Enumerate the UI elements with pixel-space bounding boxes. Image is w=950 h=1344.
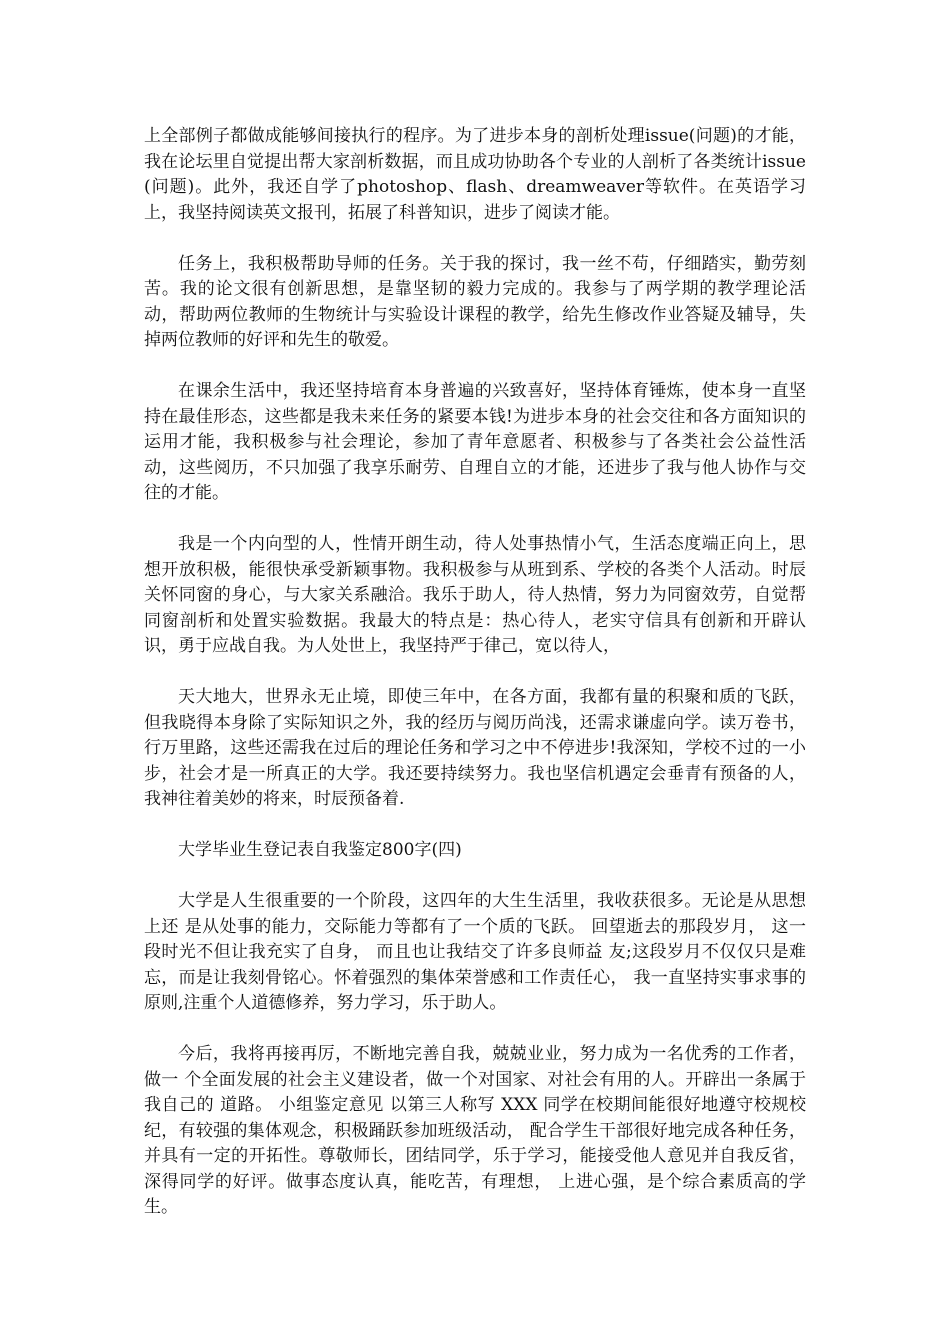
paragraph: 大学是人生很重要的一个阶段，这四年的大生生活里，我收获很多。无论是从思想上还 是从处事的能力，交际能力等都有了一个质的飞跃。 回望逝去的那段岁月， 这一段时光不但让我充实了自身， 而且也让我结交了许多良师益 友;这段岁月不仅仅只是难忘，而是让我刻骨铭心。怀着强烈的集体荣誉感和工作责任心， 我一直坚持实事求事的原则,注重个人道德修养，努力学习，乐于助人。 [144, 891, 806, 1013]
paragraph: 任务上，我积极帮助导师的任务。关于我的探讨，我一丝不苟，仔细踏实，勤劳刻苦。我的论文很有创新思想，是靠坚韧的毅力完成的。我参与了两学期的教学理论活动，帮助两位教师的生物统计与实验设计课程的教学，给先生修改作业答疑及辅导，失掉两位教师的好评和先生的敬爱。 [144, 253, 806, 350]
paragraph: 天大地大，世界永无止境，即使三年中，在各方面，我都有量的积聚和质的飞跃，但我晓得本身除了实际知识之外，我的经历与阅历尚浅，还需求谦虚向学。读万卷书，行万里路，这些还需我在过后的理论任务和学习之中不停进步!我深知，学校不过的一小步，社会才是一所真正的大学。我还要持续努力。我也坚信机遇定会垂青有预备的人，我神往着美妙的将来，时辰预备着. [144, 687, 806, 809]
paragraph: 今后，我将再接再厉，不断地完善自我，兢兢业业，努力成为一名优秀的工作者，做一 个全面发展的社会主义建设者，做一个对国家、对社会有用的人。开辟出一条属于我自己的 道路。 小组鉴定意见 以第三人称写 XXX 同学在校期间能很好地遵守校规校纪，有较强的集体观念，积极踊跃参加班级活动， 配合学生干部很好地完成各种任务，并具有一定的开拓性。尊敬师长，团结同学，乐于学习，能接受他人意见并自我反省，深得同学的好评。做事态度认真，能吃苦，有理想， 上进心强，是个综合素质高的学生。 [144, 1044, 806, 1217]
paragraph: 在课余生活中，我还坚持培育本身普遍的兴致喜好，坚持体育锤炼，使本身一直坚持在最佳形态，这些都是我未来任务的紧要本钱!为进步本身的社会交往和各方面知识的运用才能，我积极参与社会理论，参加了青年意愿者、积极参与了各类社会公益性活动，这些阅历，不只加强了我享乐耐劳、自理自立的才能，还进步了我与他人协作与交往的才能。 [144, 381, 806, 503]
document-body [144, 124, 806, 1246]
section-heading: 大学毕业生登记表自我鉴定800字(四) [178, 840, 462, 860]
paragraph: 上全部例子都做成能够间接执行的程序。为了进步本身的剖析处理issue(问题)的才能，我在论坛里自觉提出帮大家剖析数据，而且成功协助各个专业的人剖析了各类统计issue(问题)。此外，我还自学了photoshop、flash、dreamweaver等软件。在英语学习上，我坚持阅读英文报刊，拓展了科普知识，进步了阅读才能。 [144, 126, 806, 223]
paragraph: 我是一个内向型的人，性情开朗生动，待人处事热情小气，生活态度端正向上，思想开放积极，能很快承受新颖事物。我积极参与从班到系、学校的各类个人活动。时辰关怀同窗的身心，与大家关系融洽。我乐于助人，待人热情，努力为同窗效劳，自觉帮同窗剖析和处置实验数据。我最大的特点是：热心待人，老实守信具有创新和开辟认识，勇于应战自我。为人处世上，我坚持严于律己，宽以待人， [144, 534, 806, 656]
